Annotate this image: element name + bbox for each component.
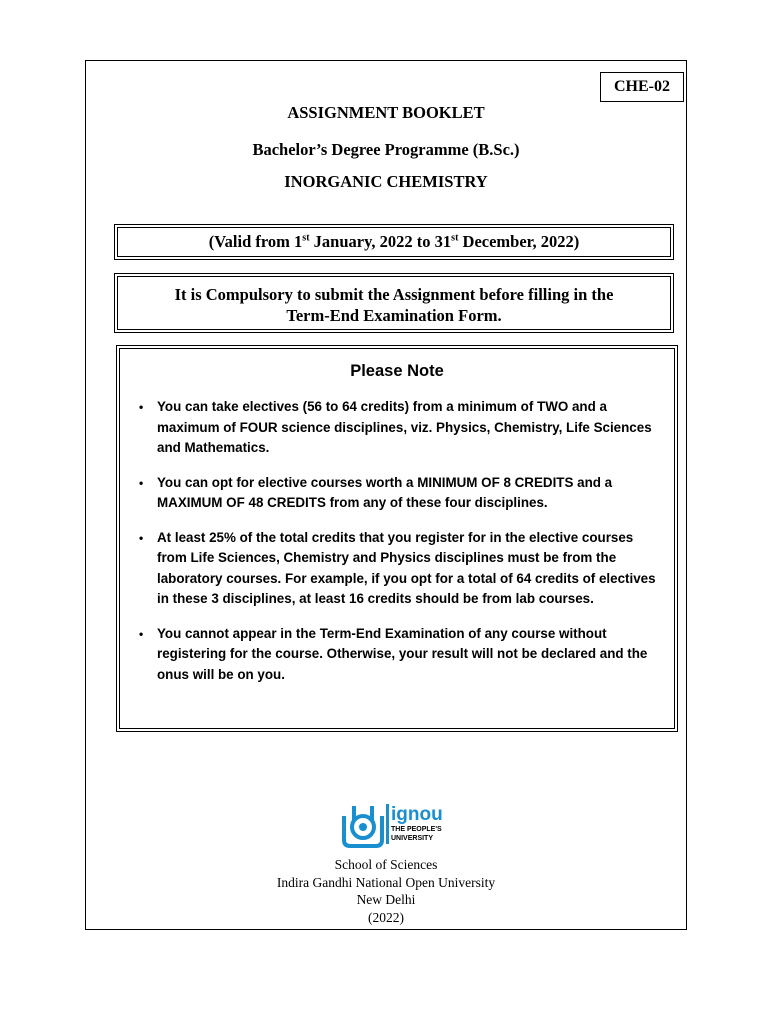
course-code-badge: CHE-02 <box>600 72 684 102</box>
validity-sup-start: st <box>302 232 310 244</box>
please-note-title: Please Note <box>350 362 444 380</box>
compulsory-notice-box <box>114 273 674 333</box>
note-item <box>139 473 664 514</box>
subject-title: INORGANIC CHEMISTRY <box>284 172 488 191</box>
bullet-icon: • <box>139 530 144 545</box>
note-item-text: You can take electives (56 to 64 credits) from a minimum of TWO and a maximum of FOUR science disciplines, viz. Physics, Chemistry, Life Sciences and Mathematics. <box>157 399 652 455</box>
please-note-box <box>116 345 678 732</box>
note-item-text: At least 25% of the total credits that you register for in the elective courses from Life Sciences, Chemistry and Physics disciplines must be from the laboratory courses. For example, if you opt for a total of 64 credits of electives in these 3 disciplines, at least 16 credits should be from lab courses. <box>157 529 656 606</box>
note-item <box>139 624 664 686</box>
validity-prefix: (Valid from 1 <box>208 232 303 251</box>
validity-suffix: December, 2022) <box>458 232 580 251</box>
validity-middle: January, 2022 to 31 <box>309 232 452 251</box>
footer-university: Indira Gandhi National Open University <box>276 874 496 890</box>
compulsory-line-2: Term-End Examination Form. <box>286 306 502 325</box>
note-item <box>139 528 664 610</box>
logo-tagline-1: THE PEOPLE'S <box>391 826 442 833</box>
logo-wordmark: ignou <box>391 804 443 825</box>
note-item-text: You cannot appear in the Term-End Examination of any course without registering for the course. Otherwise, your result will not be declared and the onus will be on you. <box>157 625 648 682</box>
programme-title: Bachelor’s Degree Programme (B.Sc.) <box>252 140 520 159</box>
bullet-icon: • <box>139 475 144 490</box>
logo-tagline-2: UNIVERSITY <box>391 835 434 842</box>
note-list <box>139 397 664 699</box>
bullet-icon: • <box>139 626 144 641</box>
booklet-title: ASSIGNMENT BOOKLET <box>287 103 485 122</box>
footer-year: (2022) <box>368 909 404 925</box>
footer-city: New Delhi <box>356 892 416 907</box>
ignou-logo <box>338 800 450 848</box>
footer-school: School of Sciences <box>334 857 438 872</box>
note-item <box>139 397 664 459</box>
compulsory-line-1: It is Compulsory to submit the Assignment before filling in the <box>174 285 614 304</box>
note-item-text: You can opt for elective courses worth a MINIMUM OF 8 CREDITS and a MAXIMUM OF 48 CREDITS from any of these four disciplines. <box>157 474 613 510</box>
ignou-emblem-icon <box>338 800 450 848</box>
footer-address <box>85 856 687 926</box>
validity-box <box>114 224 674 260</box>
validity-sup-end: st <box>451 232 459 244</box>
bullet-icon: • <box>139 400 144 414</box>
